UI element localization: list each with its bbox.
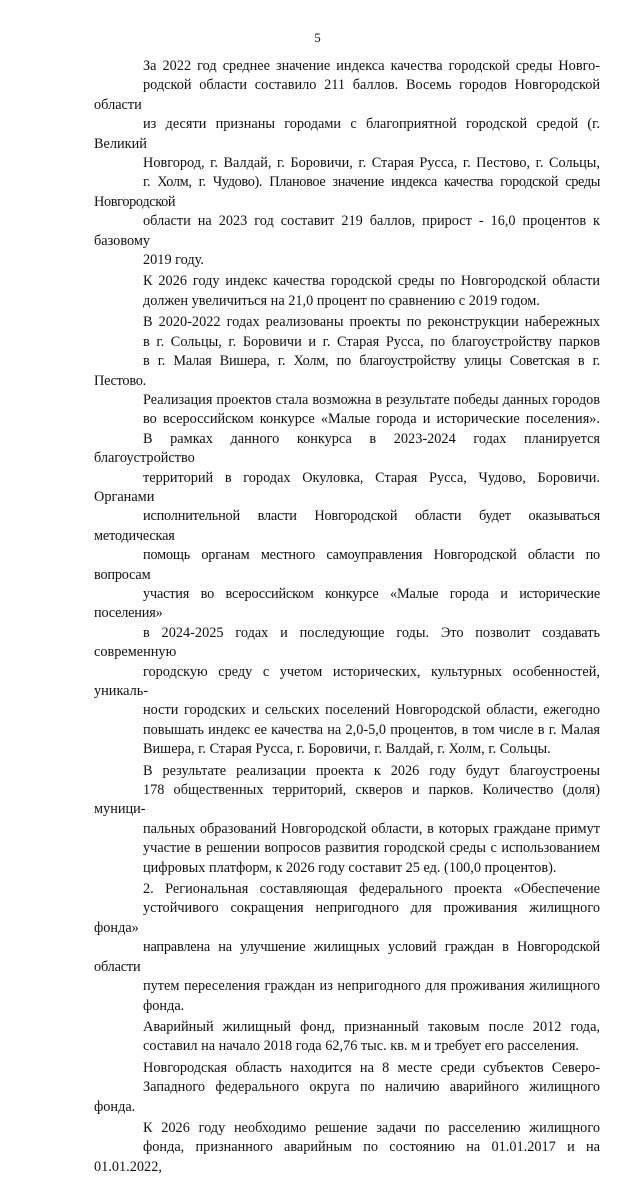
text-line: участие в решении вопросов развития городской среды с использованием (143, 840, 600, 857)
text-line: должен увеличиться на 21,0 процент по сравнению с 2019 годом. (143, 292, 540, 309)
text-line: в 2024-2025 годах и последующие годы. Это позволит создавать современную (94, 624, 600, 661)
text-line: фонда. (143, 997, 185, 1014)
paragraph-region-rank (94, 1059, 600, 1117)
text-line: участия во всероссийском конкурсе «Малые города и исторические поселения» (94, 585, 600, 622)
text-line: во всероссийском конкурсе «Малые города и исторические поселения». (143, 411, 600, 428)
text-line: территорий в городах Окуловка, Старая Русса, Чудово, Боровичи. Органами (94, 469, 600, 505)
text-line: Новгородская область находится на 8 месте среди субъектов Северо- (143, 1059, 600, 1076)
paragraph-projects-2020-2022 (94, 313, 600, 759)
text-line: Новгород, г. Валдай, г. Боровичи, г. Старая Русса, г. Пестово, г. Сольцы, (143, 155, 600, 172)
paragraph-regional-component (94, 880, 600, 1016)
paragraph-urban-index-2022 (94, 57, 600, 270)
paragraph-emergency-housing (94, 1018, 600, 1057)
text-line: 178 общественных территорий, скверов и парков. Количество (доля) муници- (94, 782, 600, 818)
text-line: пальных образований Новгородской области, в которых граждане примут (143, 820, 600, 837)
text-line: 2019 году. (143, 252, 204, 269)
text-line: Реализация проектов стала возможна в результате победы данных городов (143, 391, 600, 408)
text-line: цифровых платформ, к 2026 году составит 25 ед. (100,0 процентов). (143, 859, 557, 876)
text-line: повышать индекс ее качества на 2,0-5,0 процентов, в том числе в г. Малая (143, 721, 600, 738)
text-line: К 2026 году индекс качества городской среды по Новгородской области (143, 273, 600, 290)
text-line: ности городских и сельских поселений Новгородской области, ежегодно (143, 702, 600, 719)
text-line: области на 2023 год составит 219 баллов, прирост - 16,0 процентов к базовому (94, 213, 600, 249)
text-line: Вишера, г. Старая Русса, г. Боровичи, г. Валдай, г. Холм, г. Сольцы. (143, 741, 551, 758)
text-line: из десяти признаны городами с благоприятной городской средой (г. Великий (94, 116, 600, 152)
text-line: в г. Малая Вишера, г. Холм, по благоустройству улицы Советская в г. Пестово. (94, 353, 600, 389)
text-line: городскую среду с учетом исторических, культурных особенностей, уникаль- (94, 663, 600, 699)
text-line: исполнительной власти Новгородской области будет оказываться методическая (94, 508, 600, 544)
paragraph-urban-index-2026 (94, 272, 600, 311)
text-line: помощь органам местного самоуправления Новгородской области по вопросам (94, 547, 600, 583)
text-line: фонда, признанного аварийным по состоянию на 01.01.2017 и на 01.01.2022, (94, 1139, 600, 1175)
paragraph-results-2026 (94, 762, 600, 878)
text-line: К 2026 году необходимо решение задачи по расселению жилищного (143, 1119, 600, 1136)
document-body (94, 57, 600, 1177)
text-line: в г. Сольцы, г. Боровичи и г. Старая Русса, по благоустройству парков (143, 333, 600, 350)
text-line: В рамках данного конкурса в 2023-2024 годах планируется благоустройство (94, 430, 600, 467)
text-line: Западного федерального округа по наличию аварийного жилищного фонда. (94, 1079, 600, 1115)
text-line: г. Холм, г. Чудово). Плановое значение индекса качества городской среды Новгородской (94, 174, 600, 210)
paragraph-resettlement-task (94, 1119, 600, 1177)
text-line: устойчивого сокращения непригодного для проживания жилищного фонда» (94, 900, 600, 936)
text-line: 2. Региональная составляющая федерального проекта «Обеспечение (143, 881, 600, 898)
text-line: направлена на улучшение жилищных условий граждан в Новгородской области (94, 939, 600, 975)
text-line: составил на начало 2018 года 62,76 тыс. кв. м и требует его расселения. (143, 1038, 579, 1055)
text-line: В результате реализации проекта к 2026 году будут благоустроены (143, 762, 600, 779)
text-line: родской области составило 211 баллов. Восемь городов Новгородской области (94, 77, 600, 113)
page-number: 5 (314, 30, 321, 45)
text-line: Аварийный жилищный фонд, признанный таковым после 2012 года, (143, 1018, 600, 1035)
text-line: путем переселения граждан из непригодного для проживания жилищного (143, 978, 600, 995)
text-line: В 2020-2022 годах реализованы проекты по реконструкции набережных (143, 314, 600, 331)
text-line: За 2022 год среднее значение индекса качества городской среды Новго- (143, 58, 600, 74)
